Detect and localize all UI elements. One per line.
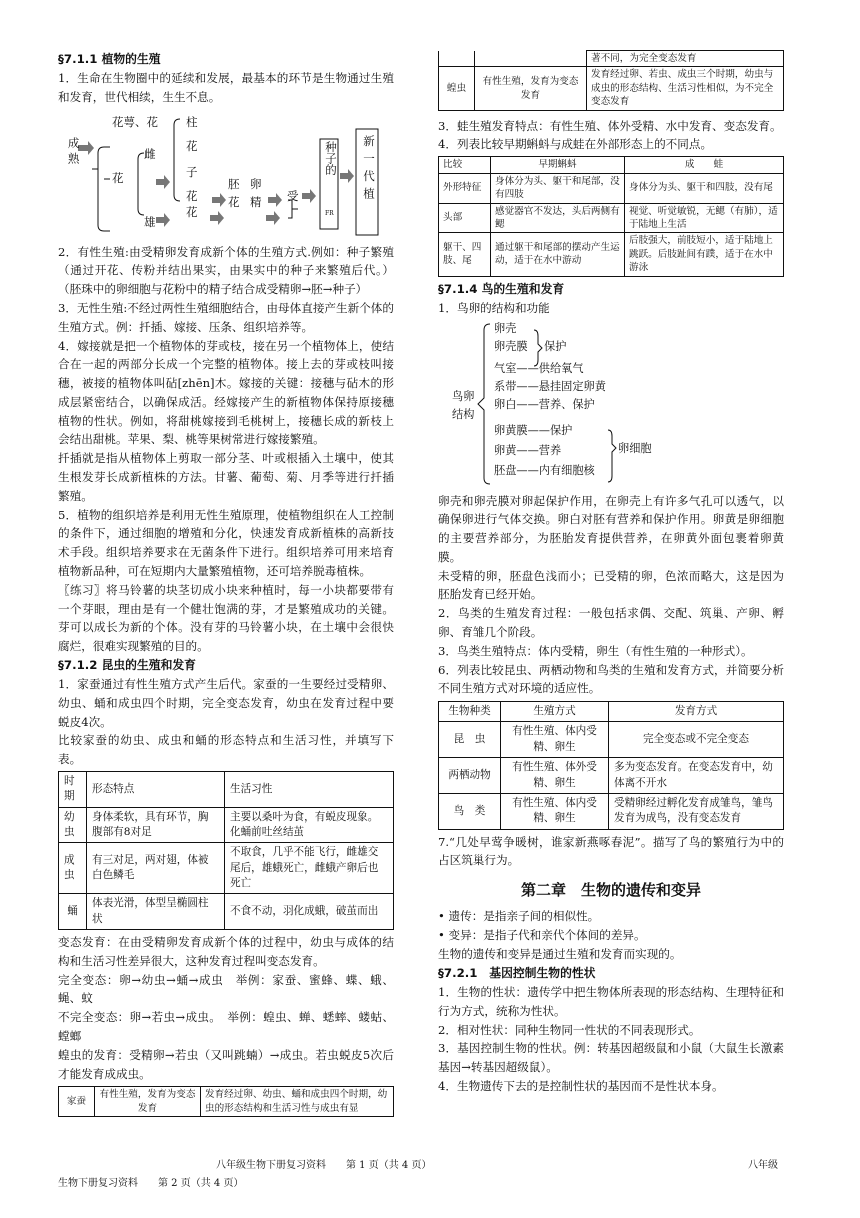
label-hua-b: 花 <box>186 204 198 219</box>
table-cell: 幼虫 <box>59 807 87 843</box>
paragraph-asexual-reproduction: 3．无性生殖:不经过两性生殖细胞结合，由母体直接产生新个体的生殖方式。例：扦插、嫁接、压条、组织培养等。 <box>58 301 394 334</box>
paragraph-cutting: 扦插就是指从植物体上剪取一部分茎、叶或根插入土壤中，使其生根发芽长成新植株的方法。甘薯、葡萄、菊、月季等进行扦插繁殖。 <box>58 451 394 503</box>
label-pei: 胚 <box>228 176 240 191</box>
egg-blastodisc: 胚盘——内有细胞核 <box>494 463 595 477</box>
paragraph-silkworm: 1．家蚕通过有性生殖方式产生后代。家蚕的一生要经过受精卵、幼虫、蛹和成虫四个时期，完全变态发育，幼虫在发育过程中要蜕皮4次。 <box>58 676 394 729</box>
egg-structure-root: 鸟卵结构 <box>452 389 475 421</box>
tadpole-frog-table <box>438 156 784 276</box>
table-row <box>439 51 784 67</box>
paragraph-egg-functions: 卵壳和卵壳膜对卵起保护作用，在卵壳上有许多气孔可以透气，以确保卵进行气体交换。卵白对胚有营养和保护作用。卵黄是卵细胞的主要营养部分，为胚胎发育提供营养，在卵黄外面包裹着卵黄膜。 <box>438 493 784 564</box>
bullet-variation: • 变异：是指子代和亲代个体间的差异。 <box>438 928 646 943</box>
bullet-heredity: • 遗传：是指亲子间的相似性。 <box>438 909 600 924</box>
egg-yolk-membrane: 卵黄膜——保护 <box>494 423 573 437</box>
paragraph-grafting: 4．嫁接就是把一个植物体的芽或枝，接在另一个植物体上，使结合在一起的两部分长成一个完整的植物体。接上去的芽或枝叫接穗，被接的植物体叫砧[zhēn]木。嫁接的关键：接穗与砧木的形成层紧密结合，以确保成活。经嫁接产生的新植物体保持原接穗植物的性状。例如，将甜桃嫁接到毛桃树上，接穗长成的新枝上会结出甜桃。苹果、梨、桃等果树常进行嫁接繁殖。 <box>58 338 394 447</box>
table-cell: 有性生殖，发育为变态发育 <box>475 67 587 110</box>
reproduction-compare-table <box>438 701 784 830</box>
label-xiong: 雄 <box>144 214 156 229</box>
locust-summary-table <box>438 50 784 111</box>
table-cell: 头部 <box>439 203 491 233</box>
paragraph-compare-prompt: 比较家蚕的幼虫、成虫和蛹的形态特点和生活习性，并填写下表。 <box>58 733 394 767</box>
label-luan: 卵 <box>250 176 262 191</box>
table-cell: 家蚕 <box>59 1087 95 1117</box>
new-generation-box-label: 新一代植 <box>362 134 376 205</box>
table-row <box>439 233 784 276</box>
seed-box-label: 种子的 <box>324 140 338 176</box>
paragraph-gene-inheritance: 4．生物遗传下去的是控制性状的基因而不是性状本身。 <box>438 1078 724 1093</box>
paragraph-bird-features: 3．鸟类生殖特点：体内受精，卵生（有性生殖的一种形式）。 <box>438 643 753 658</box>
table-row <box>439 203 784 233</box>
silkworm-table <box>58 771 394 930</box>
table-header: 生物种类 <box>439 702 501 722</box>
table-cell: 受精卵经过孵化发育成雏鸟，雏鸟发育为成鸟，没有变态发育 <box>609 793 784 829</box>
footer-right: 八年级 <box>748 1160 778 1171</box>
section-title-7-1-1: §7.1.1 植物的生殖 <box>58 52 161 66</box>
paragraph-tissue-culture: 5．植物的组织培养是利用无性生殖原理，使植物组织在人工控制的条件下，通过细胞的增殖和分化，快速发育成新植株的高新技术手段。组织培养要求在无菌条件下进行。组织培养可用来培育植物新品种，可在短期内大量繁殖植物，还可培养脱毒植株。 <box>58 507 394 578</box>
table-cell: 两栖动物 <box>439 758 501 794</box>
table-cell: 著不同，为完全变态发育 <box>587 51 784 67</box>
table-header: 生殖方式 <box>501 702 609 722</box>
table-cell: 身体分为头、躯干和四肢，没有尾 <box>625 173 784 203</box>
paragraph-complete-metamorphosis: 完全变态：卵→幼虫→蛹→成虫 举例：家蚕、蜜蜂、蝶、蛾、蝇、蚊 <box>58 972 394 1006</box>
egg-air-chamber: 气室——供给氧气 <box>494 361 584 375</box>
section-title-7-2-1: §7.2.1 基因控制生物的性状 <box>438 965 596 980</box>
table-row <box>59 1087 394 1117</box>
paragraph-frog-features: 3．蛙生殖发育特点：有性生殖、体外受精、水中发育、变态发育。 <box>438 118 782 133</box>
table-header: 比较 <box>439 157 491 173</box>
label-hua-mid: 花 <box>186 138 198 153</box>
table-row <box>59 894 394 930</box>
label-huae: 花萼、花 <box>112 114 158 129</box>
paragraph-life-continuation: 1．生命在生物圈中的延续和发展，最基本的环节是生物通过生殖和发育，世代相续，生生不息。 <box>58 71 394 104</box>
label-zi: 子 <box>186 164 198 179</box>
label-hua-left: 花 <box>112 170 124 185</box>
table-cell: 不食不动，羽化成蛾，破茧而出 <box>225 894 394 930</box>
paragraph-exercise: 〖练习〗将马铃薯的块茎切成小块来种植时，每一小块都要带有一个芽眼，理由是有一个健壮饱满的芽，才是繁殖成功的关键。芽可以成长为新的个体。没有芽的马铃薯小块，在土壤中会很快腐烂，很难实现繁殖的目的。 <box>58 582 394 654</box>
paragraph-relative-trait: 2．相对性状：同种生物同一性状的不同表现形式。 <box>438 1022 701 1037</box>
label-chengshu: 成熟 <box>66 136 81 168</box>
chapter-title: 第二章 生物的遗传和变异 <box>520 881 701 900</box>
paragraph-trait: 1．生物的性状：遗传学中把生物体所表现的形态结构、生理特征和行为方式，统称为性状。 <box>438 984 784 1018</box>
table-cell: 有性生殖、体内受精、卵生 <box>501 793 609 829</box>
paragraph-sexual-reproduction: 2．有性生殖:由受精卵发育成新个体的生殖方式.例如：种子繁殖（通过开花、传粉并结出果实，由果实中的种子来繁殖后代。）（胚珠中的卵细胞与花粉中的精子结合成受精卵→胚→种子） <box>58 244 394 297</box>
label-hua-c: 花 <box>228 194 240 209</box>
section-title-7-1-4: §7.1.4 鸟的生殖和发育 <box>438 281 565 296</box>
paragraph-compare-animals: 6．列表比较昆虫、两栖动物和鸟类的生殖和发育方式，并简要分析不同生殖方式对环境的适应性。 <box>438 662 784 696</box>
paragraph-gene-control: 3．基因控制生物的性状。例：转基因超级鼠和小鼠（大鼠生长激素基因→转基因超级鼠）。 <box>438 1041 784 1075</box>
flower-reproduction-diagram <box>58 113 394 239</box>
table-row <box>439 722 784 758</box>
table-cell: 蛹 <box>59 894 87 930</box>
egg-cell: 卵细胞 <box>618 441 652 455</box>
table-cell: 有性生殖，发育为变态发育 <box>95 1087 201 1117</box>
diagram-lines <box>58 113 394 239</box>
table-header: 早期蝌蚪 <box>491 157 625 173</box>
egg-structure-diagram <box>438 320 784 490</box>
right-column <box>438 50 784 1096</box>
table-cell: 视觉、听觉敏锐，无鳃（有肺），适于陆地上生活 <box>625 203 784 233</box>
table-row <box>439 793 784 829</box>
table-row <box>59 807 394 843</box>
label-jing: 精 <box>250 194 262 209</box>
table-cell: 躯干、四肢、尾 <box>439 233 491 276</box>
table-row <box>439 67 784 110</box>
egg-chalaza: 系带——悬挂固定卵黄 <box>494 379 606 393</box>
table-header: 形态特点 <box>87 771 225 807</box>
egg-protect: 保护 <box>544 339 567 353</box>
label-zhu: 柱 <box>186 114 198 129</box>
table-cell: 有性生殖、体内受精、卵生 <box>501 722 609 758</box>
label-shou: 受 <box>287 188 299 203</box>
table-cell: 身体分为头、躯干和尾部，没有四肢 <box>491 173 625 203</box>
label-ci: 雌 <box>144 146 156 161</box>
table-cell: 昆 虫 <box>439 722 501 758</box>
table-header: 成 蛙 <box>625 157 784 173</box>
footer-left: 生物下册复习资料 第 2 页（共 4 页） <box>58 1178 244 1189</box>
table-cell: 完全变态或不完全变态 <box>609 722 784 758</box>
table-row <box>439 758 784 794</box>
section-title-7-1-2: §7.1.2 昆虫的生殖和发育 <box>58 657 196 672</box>
paragraph-frog-compare: 4．列表比较早期蝌蚪与成蛙在外部形态上的不同点。 <box>438 137 713 152</box>
silkworm-summary-table <box>58 1086 394 1117</box>
table-cell: 后肢强大，前肢短小，适于陆地上跳跃。后肢趾间有蹼，适于在水中游泳 <box>625 233 784 276</box>
table-cell: 蝗虫 <box>439 67 475 110</box>
table-header: 时期 <box>59 771 87 807</box>
table-cell: 发育经过卵、若虫、成虫三个时期，幼虫与成虫的形态结构、生活习性相似，为不完全变态发育 <box>587 67 784 110</box>
paragraph-incomplete-metamorphosis: 不完全变态：卵→若虫→成虫。 举例：蝗虫、蝉、蟋蟀、蝼蛄、螳螂 <box>58 1010 394 1044</box>
paragraph-egg-structure: 1．鸟卵的结构和功能 <box>438 300 550 315</box>
table-cell: 有性生殖、体外受精、卵生 <box>501 758 609 794</box>
paragraph-fertilized-egg: 未受精的卵，胚盘色浅而小；已受精的卵，色浓而略大，这是因为胚胎发育已经开始。 <box>438 568 784 602</box>
paragraph-metamorphosis: 变态发育：在由受精卵发育成新个体的过程中，幼虫与成体的结构和生活习性差异很大，这种发育过程叫变态发育。 <box>58 935 394 968</box>
paragraph-bird-process: 2．鸟类的生殖发育过程：一般包括求偶、交配、筑巢、产卵、孵卵、育雏几个阶段。 <box>438 606 784 639</box>
paragraph-poem: 7.“几处早莺争暖树，谁家新燕啄春泥”。描写了鸟的繁殖行为中的占区筑巢行为。 <box>438 834 784 868</box>
table-cell: 通过躯干和尾部的摆动产生运动，适于在水中游动 <box>491 233 625 276</box>
seed-box-small: FR <box>325 209 334 217</box>
table-cell: 外形特征 <box>439 173 491 203</box>
table-cell: 成虫 <box>59 843 87 894</box>
table-cell: 鸟 类 <box>439 793 501 829</box>
egg-white: 卵白——营养、保护 <box>494 397 595 411</box>
table-cell: 体表光滑，体型呈椭圆柱状 <box>87 894 225 930</box>
table-row <box>59 843 394 894</box>
footer-center: 八年级生物下册复习资料 第 1 页（共 4 页） <box>216 1160 432 1171</box>
egg-diagram-braces <box>438 320 784 490</box>
table-row <box>439 173 784 203</box>
left-column <box>58 50 394 1117</box>
paragraph-realization: 生物的遗传和变异是通过生殖和发育而实现的。 <box>438 947 682 962</box>
label-hua-a: 花 <box>186 188 198 203</box>
table-header: 生活习性 <box>225 771 394 807</box>
egg-yolk: 卵黄——营养 <box>494 443 562 457</box>
table-cell: 有三对足，两对翅，体被白色鳞毛 <box>87 843 225 894</box>
egg-shell-membrane: 卵壳膜 <box>494 339 528 353</box>
table-cell: 发育经过卵、幼虫、蛹和成虫四个时期，幼虫的形态结构和生活习性与成虫有显 <box>201 1087 394 1117</box>
table-cell: 感觉器官不发达，头后两侧有鳃 <box>491 203 625 233</box>
table-cell: 多为变态发育。在变态发育中，幼体离不开水 <box>609 758 784 794</box>
paragraph-locust-development: 蝗虫的发育：受精卵→若虫（又叫跳蝻）→成虫。若虫蜕皮5次后才能发育成成虫。 <box>58 1047 394 1081</box>
table-cell: 主要以桑叶为食，有蜕皮现象。化蛹前吐丝结茧 <box>225 807 394 843</box>
table-cell: 身体柔软，具有环节，胸腹部有8对足 <box>87 807 225 843</box>
egg-shell: 卵壳 <box>494 321 517 335</box>
table-cell: 不取食，几乎不能飞行，雌雄交尾后，雄蛾死亡，雌蛾产卵后也死亡 <box>225 843 394 894</box>
table-header: 发育方式 <box>609 702 784 722</box>
